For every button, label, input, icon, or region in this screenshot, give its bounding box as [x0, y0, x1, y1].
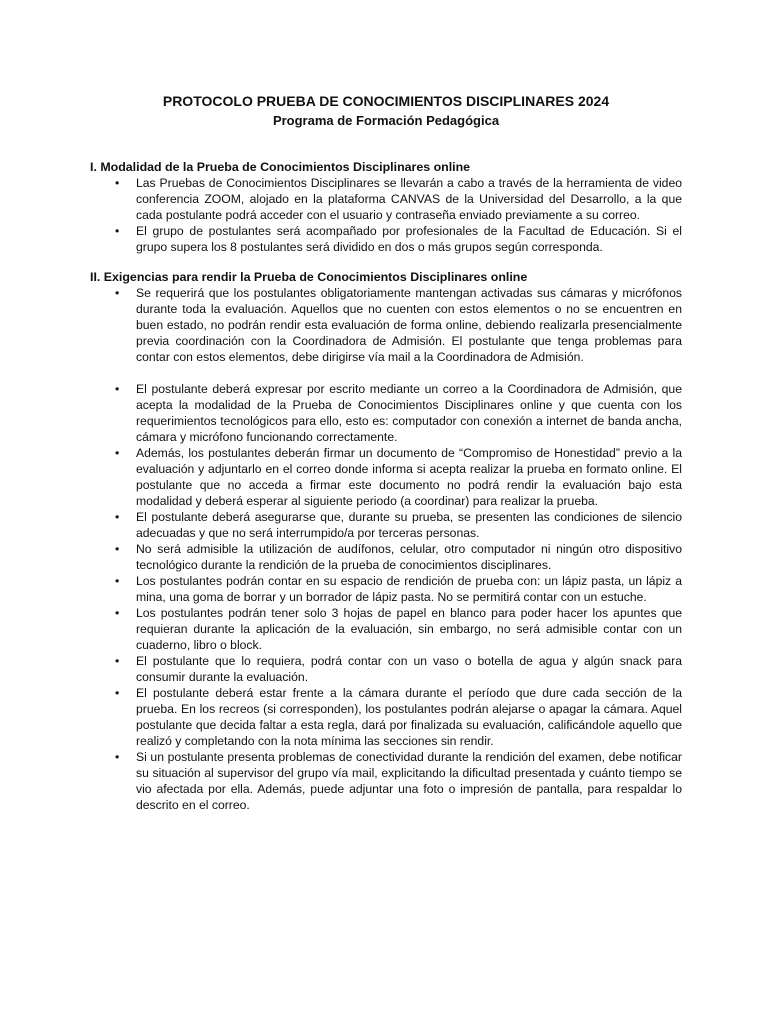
document-title: PROTOCOLO PRUEBA DE CONOCIMIENTOS DISCIPLINARES 2024 — [162, 93, 610, 109]
bullet-list-exigencias — [90, 285, 682, 813]
list-item: • Si un postulante presenta problemas de conectividad durante la rendición del examen, debe notificar su situación al supervisor del grupo vía mail, explicitando la dificultad presentada y cuánto tiempo se vio afectada por ella. Además, puede adjuntar una foto o impresión de pantalla, para respaldar lo descrito en el correo. — [136, 749, 682, 813]
list-item: • El postulante deberá asegurarse que, durante su prueba, se presenten las condiciones de silencio adecuadas y que no será interrumpido/a por terceras personas. — [136, 509, 682, 541]
list-item: • El postulante deberá estar frente a la cámara durante el período que dure cada sección de la prueba. En los recreos (si corresponden), los postulantes podrán alejarse o apagar la cámara. Aquel postulante que decida faltar a esta regla, dará por finalizada su evaluación, calificándole aquello que realizó y completando con la nota mínima las secciones sin rendir. — [136, 685, 682, 749]
list-item: • El grupo de postulantes será acompañado por profesionales de la Facultad de Educación. Si el grupo supera los 8 postulantes será dividido en dos o más grupos según corresponda. — [136, 223, 682, 255]
list-item: • Se requerirá que los postulantes obligatoriamente mantengan activadas sus cámaras y micrófonos durante toda la evaluación. Aquellos que no cuenten con estos elementos o no se encuentren en buen estado, no podrán rendir esta evaluación de forma online, debiendo realizarla presencialmente previa coordinación con la Coordinadora de Admisión. El postulante que tenga problemas para contar con estos elementos, debe dirigirse vía mail a la Coordinadora de Admisión. — [136, 285, 682, 365]
list-item: • No será admisible la utilización de audífonos, celular, otro computador ni ningún otro dispositivo tecnológico durante la rendición de la prueba de conocimientos disciplinares. — [136, 541, 682, 573]
list-item: • Además, los postulantes deberán firmar un documento de “Compromiso de Honestidad” previo a la evaluación y adjuntarlo en el correo donde informa si acepta realizar la prueba en formato online. El postulante que no acceda a firmar este documento no podrá rendir la evaluación bajo esta modalidad y deberá esperar al siguiente periodo (a coordinar) para realizar la prueba. — [136, 445, 682, 509]
list-item: • Los postulantes podrán tener solo 3 hojas de papel en blanco para poder hacer los apuntes que requieran durante la aplicación de la evaluación, sin embargo, no será admisible contar con un cuaderno, libro o block. — [136, 605, 682, 653]
section-heading-exigencias: II. Exigencias para rendir la Prueba de Conocimientos Disciplinares online — [90, 270, 528, 284]
list-item: • Las Pruebas de Conocimientos Disciplinares se llevarán a cabo a través de la herramienta de video conferencia ZOOM, alojado en la plataforma CANVAS de la Universidad del Desarrollo, a la que cada postulante podrá acceder con el usuario y contraseña enviado previamente a su correo. — [136, 175, 682, 223]
document-subtitle: Programa de Formación Pedagógica — [272, 113, 500, 128]
bullet-list-modalidad — [90, 175, 682, 255]
list-item: • El postulante que lo requiera, podrá contar con un vaso o botella de agua y algún snack para consumir durante la evaluación. — [136, 653, 682, 685]
list-item: • El postulante deberá expresar por escrito mediante un correo a la Coordinadora de Admisión, que acepta la modalidad de la Prueba de Conocimientos Disciplinares online y que cuenta con los requerimientos tecnológicos para ello, esto es: computador con conexión a internet de banda ancha, cámara y micrófono funcionando correctamente. — [136, 381, 682, 445]
list-item: • Los postulantes podrán contar en su espacio de rendición de prueba con: un lápiz pasta, un lápiz a mina, una goma de borrar y un borrador de lápiz pasta. No se permitirá contar con un estuche. — [136, 573, 682, 605]
section-heading-modalidad: I. Modalidad de la Prueba de Conocimientos Disciplinares online — [90, 160, 471, 174]
